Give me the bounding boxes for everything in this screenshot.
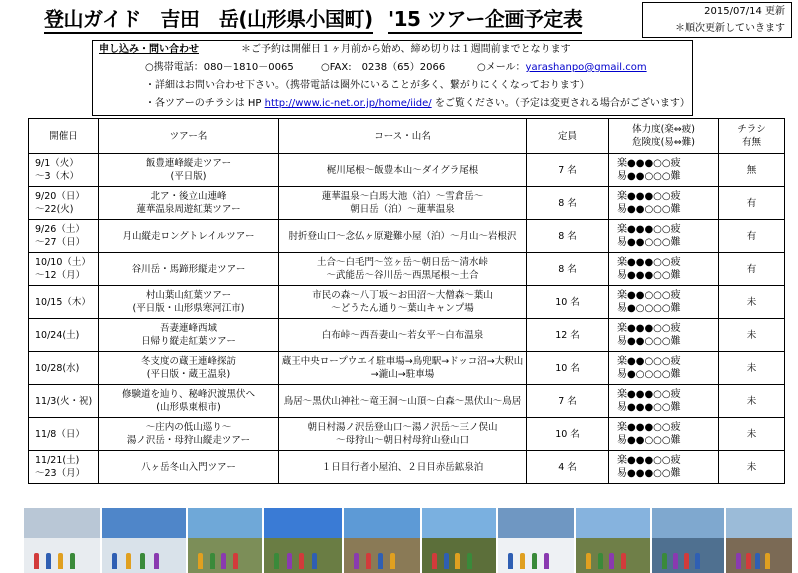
cell-course [279,451,527,484]
update-box [642,2,792,38]
cell-date [29,352,99,385]
cell-tour-line: 飯豊連峰縦走ツアー [145,158,232,169]
cell-tour-line: 冬支度の蔵王連峰探訪 [140,356,236,367]
hiker-figure [46,553,51,569]
cell-tour-line: 月山縦走ロングトレイルツアー [122,230,255,242]
cell-level [609,352,719,385]
hiker-figure [366,553,371,569]
mail-label: ○メール： [477,62,526,73]
header-flyer-1: チラシ [737,124,766,135]
cell-tour-line: 日帰り縦走紅葉ツアー [141,336,236,347]
cell-level-line: 楽●●●○○疲 [617,191,681,202]
cell-course-line: ～どうたん通り～葉山キャンプ場 [331,303,474,314]
hiker-figure [662,553,667,569]
hiker-figure [58,553,63,569]
hiker-figure [544,553,549,569]
website-link[interactable]: http://www.ic-net.or.jp/home/iide/ [264,98,432,109]
cell-date-line: ～27（日） [35,237,86,248]
note-website-prefix: ・各ツアーのチラシは HP [145,98,265,109]
photo-sky [652,508,724,538]
cell-level-line: 楽●●●○○疲 [617,323,681,334]
cell-date-line: 11/21(土) [35,455,80,466]
hiker-figure [444,553,449,569]
cell-course [279,187,527,220]
photo-hikers-blue-sky [264,508,342,573]
cell-level [609,418,719,451]
photo-sky [264,508,342,538]
cell-level-line: 楽●●●○○疲 [617,422,681,433]
cell-course-line: 鳥居～黒伏山神社～竜王洞～山頂～白森～黒伏山～鳥居 [283,395,522,407]
hiker-figure [154,553,159,569]
table-row [29,385,785,418]
cell-capacity [527,253,609,286]
hiker-figure [299,553,304,569]
cell-capacity [527,319,609,352]
cell-course [279,253,527,286]
hiker-figure [233,553,238,569]
photo-group-sunny-summit [344,508,420,573]
hiker-figure [221,553,226,569]
hiker-figure [673,553,678,569]
hiker-figure [586,553,591,569]
cell-flyer [719,418,785,451]
hiker-figure [70,553,75,569]
cell-course-line: →瀧山→駐車場 [370,369,435,380]
hiker-figure [532,553,537,569]
header-capacity: 定員 [527,119,609,154]
hiker-figure [354,553,359,569]
header-flyer [719,119,785,154]
cell-capacity-line: 10 名 [555,362,580,374]
hiker-figure [621,553,626,569]
cell-date-line: ～3（木） [35,171,80,182]
cell-level [609,319,719,352]
cell-course [279,286,527,319]
cell-capacity-line: 7 名 [558,395,577,407]
cell-flyer [719,154,785,187]
phone-number: ○携帯電話：080－1810－0065 [145,62,294,73]
cell-capacity [527,451,609,484]
cell-tour-line: 谷川岳・馬蹄形縦走ツアー [131,263,246,275]
photo-strip [24,508,794,573]
hiker-figure [210,553,215,569]
cell-date [29,451,99,484]
cell-capacity [527,154,609,187]
header-course: コース・山名 [279,119,527,154]
photo-mountain-lake [652,508,724,573]
photo-sky [498,508,574,538]
cell-tour [99,220,279,253]
hiker-figure [112,553,117,569]
hiker-figure [390,553,395,569]
cell-flyer-line: 未 [746,395,757,407]
cell-course [279,352,527,385]
table-row [29,187,785,220]
cell-date [29,385,99,418]
table-row [29,253,785,286]
hiker-figure [598,553,603,569]
cell-tour-line: (平日版・蔵王温泉) [146,369,231,380]
cell-course-line: 白布峠～西吾妻山～若女平～白布温泉 [321,329,484,341]
cell-level [609,385,719,418]
cell-flyer-line: 無 [746,164,757,176]
cell-course-line: ～母狩山～朝日村母狩山登山口 [335,435,469,446]
cell-tour [99,286,279,319]
cell-flyer [719,286,785,319]
cell-date [29,187,99,220]
cell-flyer-line: 未 [746,461,757,473]
cell-flyer-line: 未 [746,329,757,341]
header-date: 開催日 [29,119,99,154]
table-row [29,286,785,319]
cell-level [609,286,719,319]
cell-level-line: 楽●●●○○疲 [617,158,681,169]
cell-level-line: 楽●●●○○疲 [617,389,681,400]
cell-capacity-line: 12 名 [555,329,580,341]
hiker-figure [274,553,279,569]
cell-course-line: 土合～白毛門～笠ヶ岳～朝日岳～清水峠 [316,257,488,268]
cell-course-line: 蔵王中央ロープウエイ駐車場→鳥兜駅→ドッコ沼→大釈山 [281,356,524,367]
cell-level-line: 楽●●○○○疲 [617,290,681,301]
hiker-figure [746,553,751,569]
hiker-figure [140,553,145,569]
table-row [29,418,785,451]
cell-tour [99,187,279,220]
photo-sky [344,508,420,538]
cell-course-line: 市民の森～八丁坂～お田沼～大僧森～葉山 [312,290,493,301]
mail-link[interactable]: yarashanpo@gmail.com [525,62,647,73]
photo-snowy-gorge [24,508,100,573]
cell-capacity-line: 10 名 [555,428,580,440]
cell-level [609,451,719,484]
cell-tour [99,319,279,352]
cell-tour-line: ～庄内の低山巡り～ [145,422,232,433]
hiker-figure [765,553,770,569]
cell-level-line: 易●●○○○難 [617,204,681,215]
cell-date [29,319,99,352]
contact-info-box [92,40,693,116]
cell-tour [99,253,279,286]
header-flyer-2: 有無 [741,137,761,148]
cell-level-line: 易●●○○○難 [617,171,681,182]
cell-tour-line: 吾妻連峰西域 [159,323,217,334]
hiker-figure [378,553,383,569]
photo-group-summit-sign [188,508,262,573]
guide-name: 登山ガイド 吉田 岳(山形県小国町) [44,7,373,31]
cell-tour-line: 湯ノ沢岳・母狩山縦走ツアー [126,435,251,446]
cell-course-line: 蓮華温泉～白馬大池（泊）～雪倉岳～ [321,191,484,202]
cell-capacity-line: 8 名 [558,230,577,242]
cell-date-line: 10/15（木） [35,296,91,308]
cell-course [279,220,527,253]
cell-capacity-line: 4 名 [558,461,577,473]
cell-capacity [527,385,609,418]
cell-tour-line: (平日版・山形県寒河江市) [132,303,245,314]
photo-sky [188,508,262,538]
cell-date-line: 9/1（火） [35,158,79,169]
note-details: ・詳細はお問い合わせ下さい。（携帯電話は圏外にいることが多く、繋がりにくくなっております） [145,80,590,91]
cell-flyer-line: 有 [746,230,757,242]
hiker-figure [34,553,39,569]
cell-date-line: 10/10（土） [35,257,91,268]
schedule-title: '15 ツアー企画予定表 [388,6,582,34]
hiker-figure [609,553,614,569]
contact-heading: 申し込み・問い合わせ [99,44,199,55]
cell-tour-line: 八ヶ岳冬山入門ツアー [141,461,236,473]
hiker-figure [467,553,472,569]
cell-date-line: 11/3(火・祝) [35,395,93,407]
hiker-figure [684,553,689,569]
cell-tour-line: 修験道を辿り、秘峰沢渡黒伏へ [121,389,255,400]
cell-date-line: ～23（月） [35,468,86,479]
hiker-figure [126,553,131,569]
cell-tour [99,385,279,418]
cell-capacity-line: 8 名 [558,197,577,209]
cell-flyer-line: 未 [746,428,757,440]
cell-level-line: 易●●●○○難 [617,270,681,281]
cell-date [29,418,99,451]
mail-row [477,61,647,75]
cell-level-line: 易●○○○○難 [617,369,681,380]
header-level [609,119,719,154]
cell-date-line: 9/20（日） [35,191,85,202]
cell-level [609,220,719,253]
cell-capacity [527,220,609,253]
header-level-risk: 危険度(易⇔難) [632,137,695,148]
table-row [29,319,785,352]
hiker-figure [736,553,741,569]
table-row [29,154,785,187]
cell-date [29,220,99,253]
cell-capacity-line: 7 名 [558,164,577,176]
table-header-row [29,119,785,154]
cell-course-line: 朝日村湯ノ沢岳登山口～湯ノ沢岳～三ノ俣山 [307,422,498,433]
cell-flyer-line: 有 [746,197,757,209]
cell-flyer [719,319,785,352]
cell-date-line: ～22(火) [35,204,74,215]
photo-sky [102,508,186,538]
hiker-figure [198,553,203,569]
cell-tour-line: 北ア・後立山連峰 [150,191,227,202]
hiker-figure [455,553,460,569]
cell-flyer-line: 未 [746,362,757,374]
tour-schedule-table [28,118,785,484]
photo-sky [422,508,496,538]
cell-flyer [719,385,785,418]
cell-date [29,286,99,319]
cell-tour-line: (平日版) [170,171,207,182]
cell-level [609,253,719,286]
cell-level-line: 易●○○○○難 [617,303,681,314]
cell-flyer-line: 未 [746,296,757,308]
cell-flyer [719,451,785,484]
cell-course-line: １日目行者小屋泊、２日目赤岳鉱泉泊 [321,461,484,473]
cell-capacity-line: 8 名 [558,263,577,275]
table-row [29,220,785,253]
cell-capacity [527,286,609,319]
cell-tour-line: 村山葉山紅葉ツアー [145,290,232,301]
cell-date-line: 11/8（日） [35,428,85,440]
update-note: ＊順次更新していきます [675,23,785,34]
cell-level-line: 易●●○○○難 [617,435,681,446]
cell-level-line: 易●●●○○難 [617,402,681,413]
booking-note: ＊ご予約は開催日１ヶ月前から始め、締め切りは１週間前までとなります [241,44,571,55]
cell-level-line: 楽●●○○○疲 [617,356,681,367]
photo-summit-cross [422,508,496,573]
note-website-suffix: をご覧ください。（予定は変更される場合がございます） [431,98,690,109]
cell-flyer [719,187,785,220]
cell-flyer [719,253,785,286]
cell-tour-line: 蓮華温泉周遊紅葉ツアー [136,204,241,215]
photo-snow-valley [498,508,574,573]
cell-course-line: ～武能岳～谷川岳～西黒尾根～土合 [326,270,479,281]
cell-course-line: 朝日岳（泊）～蓮華温泉 [350,204,455,215]
cell-date-line: ～12（月） [35,270,86,281]
page-title [44,6,373,34]
cell-course-line: 肘折登山口～念仏ヶ原避難小屋（泊）～月山～岩根沢 [288,230,517,242]
photo-group-snowfield [102,508,186,573]
cell-tour-line: (山形県東根市) [156,402,221,413]
cell-date [29,154,99,187]
photo-sky [24,508,100,538]
cell-course [279,418,527,451]
header-tour: ツアー名 [99,119,279,154]
note-website [145,97,690,111]
photo-group-ridge [576,508,650,573]
cell-tour [99,418,279,451]
photo-alpine-peaks [726,508,792,573]
hiker-figure [695,553,700,569]
cell-level [609,187,719,220]
cell-flyer [719,352,785,385]
cell-level-line: 楽●●●○○疲 [617,257,681,268]
hiker-figure [312,553,317,569]
hiker-figure [520,553,525,569]
cell-capacity [527,352,609,385]
hiker-figure [755,553,760,569]
hiker-figure [508,553,513,569]
hiker-figure [432,553,437,569]
cell-course [279,385,527,418]
cell-course-line: 梶川尾根～飯豊本山～ダイグラ尾根 [326,164,479,176]
table-row [29,451,785,484]
photo-sky [726,508,792,538]
cell-date-line: 10/24(土) [35,329,80,341]
cell-tour [99,154,279,187]
cell-date-line: 10/28(水) [35,362,80,374]
cell-level-line: 楽●●●○○疲 [617,224,681,235]
cell-capacity [527,187,609,220]
cell-level [609,154,719,187]
cell-flyer-line: 有 [746,263,757,275]
cell-tour [99,352,279,385]
cell-tour [99,451,279,484]
cell-course [279,154,527,187]
table-row [29,352,785,385]
hiker-figure [287,553,292,569]
fax-number: ○FAX: 0238（65）2066 [321,62,446,73]
cell-date [29,253,99,286]
cell-flyer [719,220,785,253]
cell-level-line: 易●●●○○難 [617,468,681,479]
cell-capacity-line: 10 名 [555,296,580,308]
photo-sky [576,508,650,538]
update-date: 2015/07/14 更新 [704,6,785,17]
cell-level-line: 楽●●●○○疲 [617,455,681,466]
cell-course [279,319,527,352]
cell-date-line: 9/26（土） [35,224,85,235]
cell-level-line: 易●●○○○難 [617,336,681,347]
header-level-stamina: 体力度(楽⇔疲) [632,124,695,135]
cell-capacity [527,418,609,451]
cell-level-line: 易●●○○○難 [617,237,681,248]
